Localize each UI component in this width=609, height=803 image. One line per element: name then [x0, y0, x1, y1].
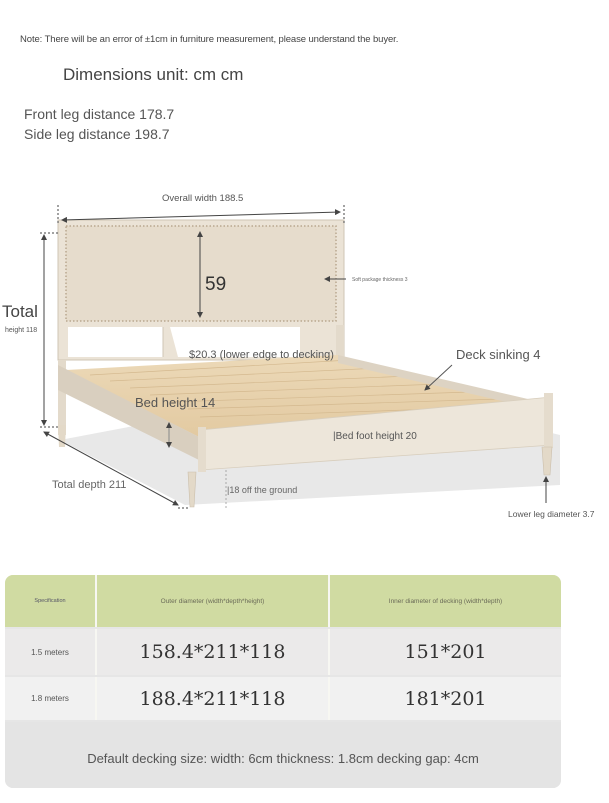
front-leg-distance: Front leg distance 178.7: [24, 106, 175, 122]
column-header-specification: Specification: [5, 575, 97, 627]
inner-diameter-cell: 181*201: [404, 687, 487, 710]
total-depth-label: Total depth 211: [52, 479, 127, 491]
spec-cell: 1.8 meters: [5, 677, 97, 720]
headboard-height-label: 59: [205, 274, 227, 295]
soft-package-label: Soft package thickness 3: [352, 277, 408, 283]
bed-foot-height-label: |Bed foot height 20: [333, 431, 417, 442]
total-height-label: height 118: [5, 327, 38, 334]
off-ground-label: |18 off the ground: [227, 485, 298, 495]
column-header-inner-diameter: Inner diameter of decking (width*depth): [388, 597, 503, 605]
column-header-outer-diameter: Outer diameter (width*depth*height): [97, 575, 330, 627]
overall-width-label: Overall width 188.5: [162, 193, 244, 204]
side-leg-distance: Side leg distance 198.7: [24, 126, 170, 142]
lower-edge-label: $20.3 (lower edge to decking): [189, 349, 334, 361]
measurement-note: Note: There will be an error of ±1cm in furniture measurement, please understand the buyer.: [20, 34, 399, 45]
dimensions-unit-title: Dimensions unit: cm cm: [63, 65, 244, 84]
outer-diameter-cell: 188.4*211*118: [97, 677, 330, 720]
total-label: Total: [2, 302, 38, 321]
table-row: [5, 629, 561, 675]
specification-table: [5, 575, 561, 788]
table-header-row: [5, 575, 561, 627]
spec-cell: 1.5 meters: [5, 629, 97, 675]
bed-dimension-diagram: [0, 185, 609, 530]
lower-leg-diameter-label: Lower leg diameter 3.7: [508, 509, 595, 519]
outer-diameter-cell: 158.4*211*118: [97, 629, 330, 675]
decking-size-note: Default decking size: width: 6cm thickness: 1.8cm decking gap: 4cm: [5, 722, 561, 788]
deck-sinking-label: Deck sinking 4: [456, 347, 541, 362]
table-row: [5, 677, 561, 720]
bed-height-label: Bed height 14: [135, 395, 216, 410]
inner-diameter-cell: 151*201: [404, 641, 487, 663]
